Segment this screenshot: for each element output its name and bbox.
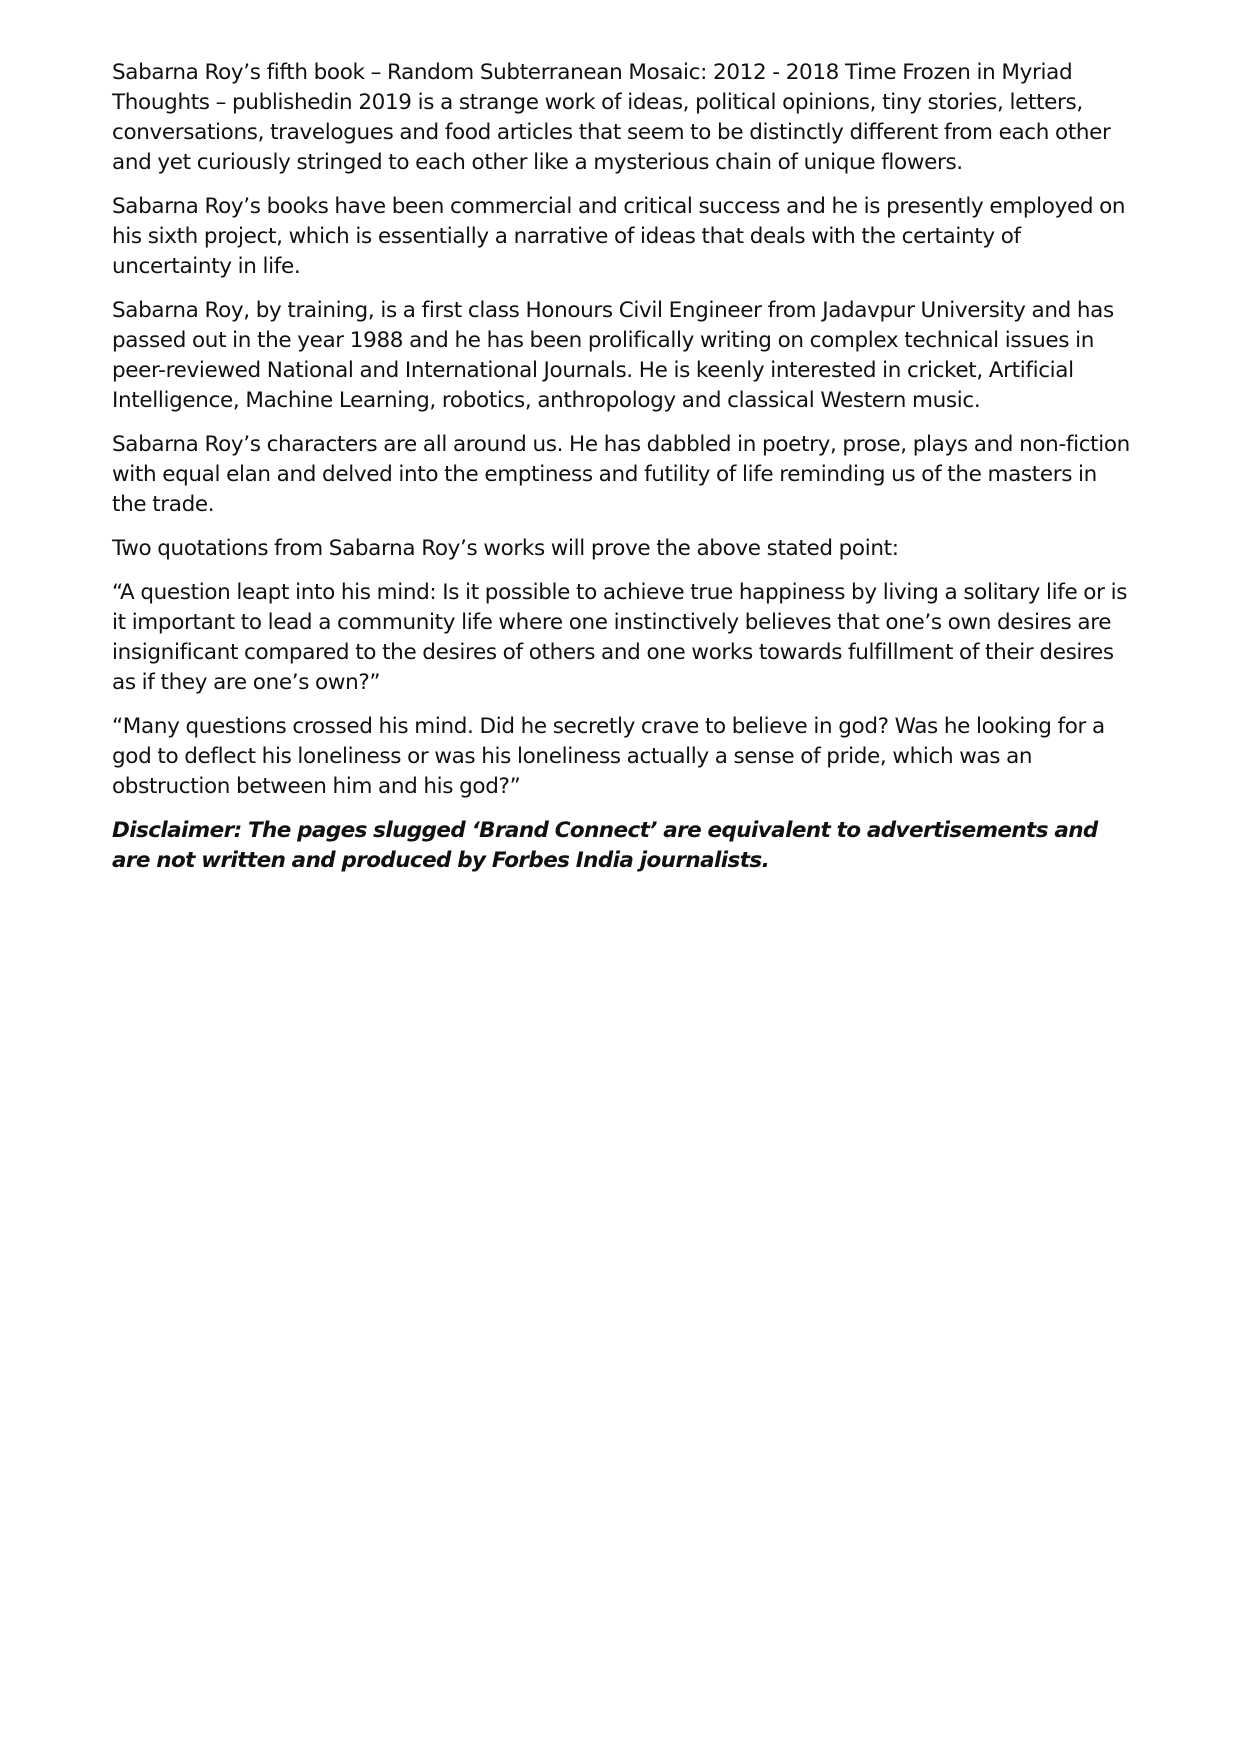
disclaimer: Disclaimer: The pages slugged ‘Brand Connect’ are equivalent to advertisements and are not written and produced by Forbes India journalists. [112, 818, 1098, 873]
paragraph-characters: Sabarna Roy’s characters are all around us. He has dabbled in poetry, prose, plays and non-fiction with equal elan and delved into the emptiness and futility of life reminding us of the masters in the trade. [112, 432, 1130, 517]
paragraph-fifth-book: Sabarna Roy’s fifth book – Random Subterranean Mosaic: 2012 - 2018 Time Frozen in Myriad Thoughts – publishedin 2019 is a strange work of ideas, political opinions, tiny stories, letters, conversations, travelogues and food articles that seem to be distinctly different from each other and yet curiously stringed to each other like a mysterious chain of unique flowers. [112, 60, 1111, 175]
quotation-first: “A question leapt into his mind: Is it possible to achieve true happiness by living a solitary life or is it important to lead a community life where one instinctively believes that one’s own desires are insignificant compared to the desires of others and one works towards fulfillment of their desires as if they are one’s own?” [112, 580, 1128, 695]
paragraph-books-success: Sabarna Roy’s books have been commercial and critical success and he is presently employed on his sixth project, which is essentially a narrative of ideas that deals with the certainty of uncertainty in life. [112, 194, 1126, 279]
article-body [112, 58, 1132, 890]
quotation-second: “Many questions crossed his mind. Did he secretly crave to believe in god? Was he looking for a god to deflect his loneliness or was his loneliness actually a sense of pride, which was an obstruction between him and his god?” [112, 714, 1105, 799]
paragraph-training: Sabarna Roy, by training, is a first class Honours Civil Engineer from Jadavpur University and has passed out in the year 1988 and he has been prolifically writing on complex technical issues in peer-reviewed National and International Journals. He is keenly interested in cricket, Artificial Intelligence, Machine Learning, robotics, anthropology and classical Western music. [112, 298, 1114, 413]
paragraph-quotations-intro: Two quotations from Sabarna Roy’s works will prove the above stated point: [112, 536, 899, 561]
